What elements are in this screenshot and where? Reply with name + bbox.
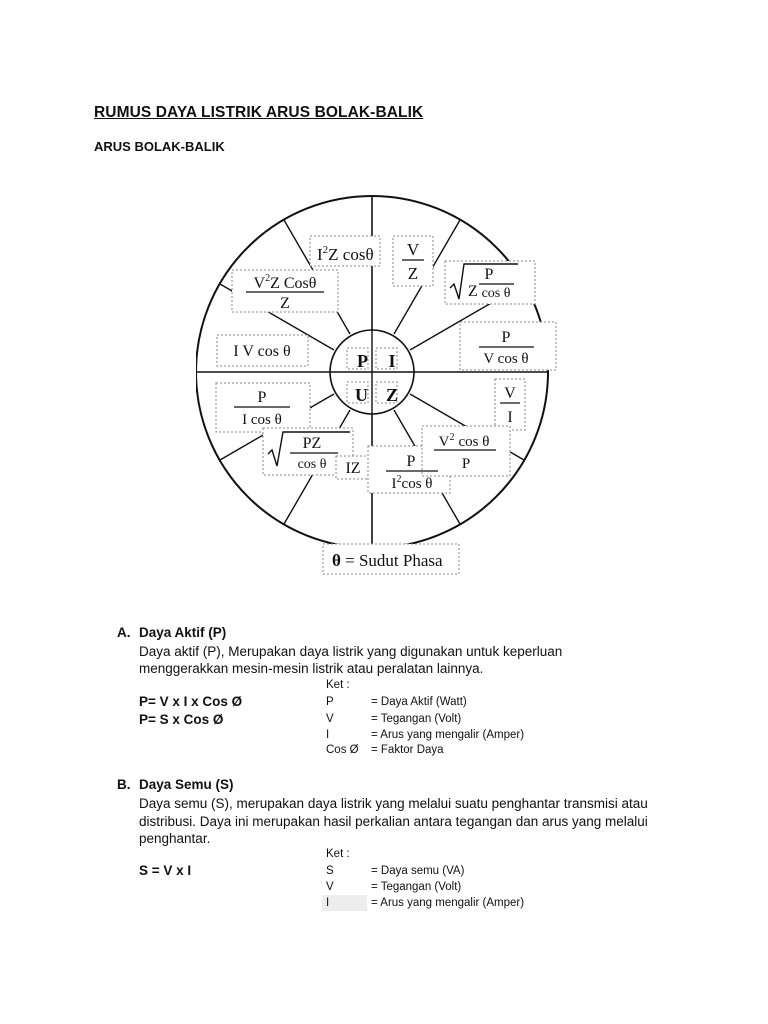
formula-sqrt-z-pre: Z — [468, 283, 478, 300]
formula-v-i-num: V — [504, 385, 516, 402]
formula-i2z-cos: $I^2Z$ cosθ — [317, 244, 374, 264]
section-b-ket-desc-2: = Arus yang mengalir (Amper) — [371, 897, 525, 909]
section-a-line-2: menggerakkan mesin-mesin listrik atau peralatan lainnya. — [139, 661, 484, 676]
formula-sqrt-pz-den: cos θ — [297, 457, 327, 472]
formula-v2z-cos-num: $V^2Z$ Cosθ — [253, 273, 317, 292]
section-a-line-1: Daya aktif (P), Merupakan daya listrik yang digunakan untuk keperluan — [139, 644, 563, 659]
formula-iz: IZ — [345, 460, 361, 477]
formula-p-i-num: P — [257, 389, 267, 406]
formula-i-v-cos: I V cos θ — [233, 343, 291, 360]
section-b-heading: Daya Semu (S) — [139, 777, 234, 792]
section-b-line-2: distribusi. Daya ini merupakan hasil perkalian antara tegangan dan arus yang melalui — [139, 814, 648, 829]
section-a-ket-desc-3: = Faktor Daya — [371, 744, 444, 756]
formula-v-num: V — [406, 240, 420, 259]
page-subtitle: ARUS BOLAK-BALIK — [94, 139, 225, 154]
section-b-letter: B. — [117, 777, 131, 792]
section-b-line-1: Daya semu (S), merupakan daya listrik yang melalui suatu penghantar transmisi atau — [139, 796, 648, 811]
section-b-ket-sym-2: I — [326, 897, 330, 909]
power-formula-wheel-diagram — [196, 192, 566, 592]
section-b-ket-desc-1: = Tegangan (Volt) — [371, 881, 462, 893]
formula-sqrt-pz-num: PZ — [302, 435, 322, 452]
section-a-ket-label: Ket : — [326, 679, 350, 691]
page-title: RUMUS DAYA LISTRIK ARUS BOLAK-BALIK — [94, 104, 424, 121]
section-a-ket-sym-1: V — [326, 713, 334, 725]
formula-p-i2-den: $I^2\cos$ θ — [391, 474, 433, 492]
legend-text: θ = Sudut Phasa — [332, 551, 443, 570]
section-a-ket-desc-1: = Tegangan (Volt) — [371, 713, 462, 725]
section-a-heading: Daya Aktif (P) — [139, 625, 227, 640]
formula-sqrt-cos-den: cos θ — [481, 286, 511, 301]
formula-v2z-cos-den: Z — [280, 295, 290, 312]
formula-p-i2-num: P — [406, 453, 416, 470]
formula-p-v-den: V cos θ — [483, 351, 529, 367]
section-a-ket-sym-0: P — [326, 696, 334, 708]
formula-sqrt-p-num: P — [484, 266, 494, 283]
section-a-ket-sym-3: Cos Ø — [326, 744, 359, 756]
section-a-formula-1: P= V x I x Cos Ø — [139, 694, 243, 709]
section-a-ket-sym-2: I — [326, 729, 330, 741]
section-a-ket-desc-2: = Arus yang mengalir (Amper) — [371, 729, 525, 741]
section-a-letter: A. — [117, 625, 131, 640]
section-b-ket-sym-0: S — [326, 865, 334, 877]
formula-v-i-den: I — [507, 409, 513, 426]
section-b-ket-label: Ket : — [326, 848, 350, 860]
section-b-line-3: penghantar. — [139, 831, 211, 846]
section-a-ket-desc-0: = Daya Aktif (Watt) — [371, 696, 467, 708]
section-b-ket-desc-0: = Daya semu (VA) — [371, 865, 465, 877]
center-z: Z — [385, 385, 399, 405]
section-b-formula-1: S = V x I — [139, 863, 192, 878]
center-u: U — [355, 385, 368, 405]
formula-v2-cos-den: P — [461, 456, 471, 472]
formula-z-den: Z — [407, 264, 419, 283]
center-i: I — [388, 351, 396, 371]
formula-p-i-den: I cos θ — [242, 412, 282, 428]
section-b-ket-sym-1: V — [326, 881, 334, 893]
formula-v2-cos-num: $V^2$ cos θ — [438, 432, 490, 450]
center-p: P — [357, 351, 368, 371]
section-a-formula-2: P= S x Cos Ø — [139, 712, 224, 727]
formula-p-v-num: P — [501, 329, 511, 346]
